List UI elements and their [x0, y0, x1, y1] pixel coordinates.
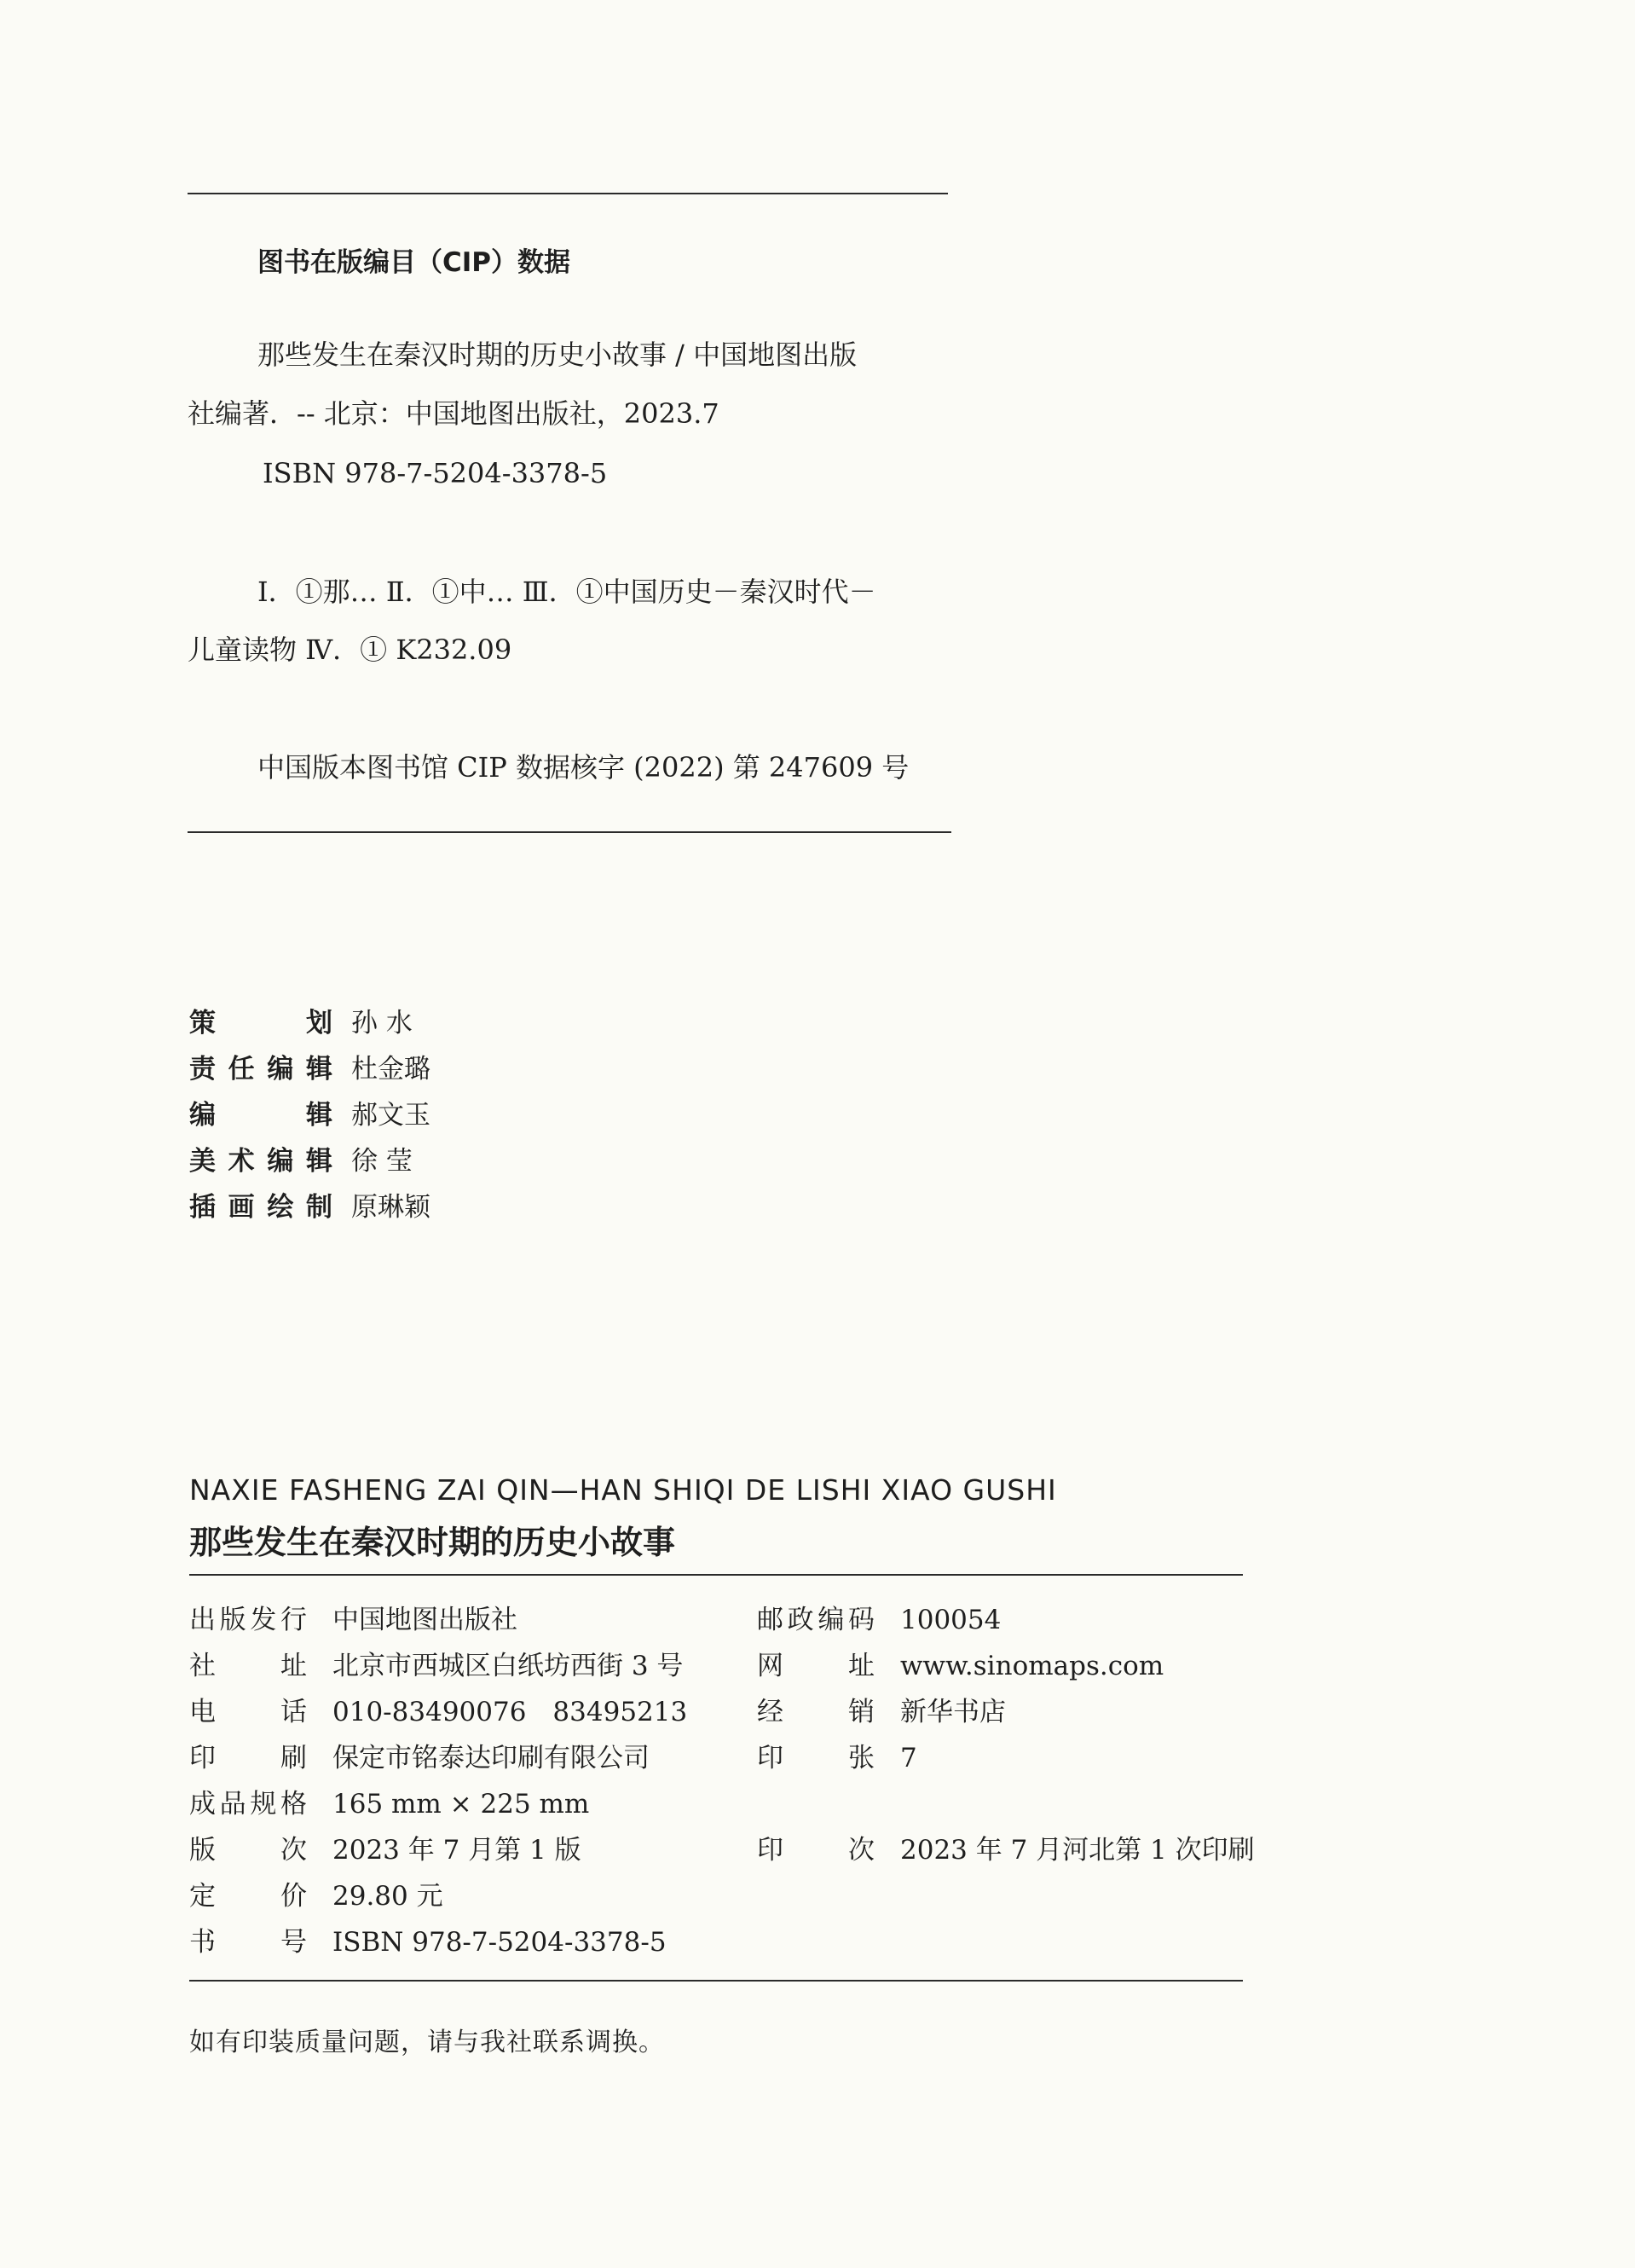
colophon-value: ISBN 978-7-5204-3378-5 — [332, 1927, 667, 1958]
colophon-label: 电话 — [189, 1697, 307, 1727]
colophon-item — [757, 1695, 1006, 1729]
book-pinyin-title: NAXIE FASHENG ZAI QIN—HAN SHIQI DE LISHI XIAO GUSHI — [189, 1473, 1057, 1507]
credit-label: 插画绘制 — [189, 1192, 332, 1223]
colophon-label: 出版发行 — [189, 1605, 307, 1635]
colophon-value: 2023 年 7 月河北第 1 次印刷 — [900, 1835, 1255, 1866]
colophon-item — [189, 1695, 687, 1729]
colophon-item — [189, 1833, 581, 1867]
colophon-item — [757, 1741, 917, 1775]
colophon-item — [757, 1649, 1164, 1683]
colophon-label: 经销 — [757, 1697, 875, 1727]
credit-label: 编辑 — [189, 1100, 332, 1131]
credit-value: 徐 莹 — [351, 1146, 413, 1177]
cip-entry-line2: 社编著．-- 北京：中国地图出版社，2023.7 — [188, 397, 719, 430]
credit-row — [189, 1052, 430, 1086]
cip-top-rule — [188, 193, 948, 194]
cip-class-line1: Ⅰ．①那… Ⅱ．①中… Ⅲ．①中国历史－秦汉时代－ — [257, 576, 876, 608]
colophon-value: 新华书店 — [900, 1697, 1006, 1727]
colophon-label: 成品规格 — [189, 1789, 307, 1820]
colophon-item — [189, 1925, 667, 1959]
colophon-item — [757, 1603, 1001, 1637]
colophon-item — [757, 1833, 1255, 1867]
credit-value: 郝文玉 — [351, 1100, 430, 1131]
colophon-label: 印次 — [757, 1835, 875, 1866]
credit-value: 孙 水 — [351, 1008, 413, 1039]
cip-entry-line1: 那些发生在秦汉时期的历史小故事 / 中国地图出版 — [257, 338, 858, 371]
colophon-label: 社址 — [189, 1651, 307, 1681]
colophon-bottom-rule — [189, 1980, 1243, 1982]
colophon-label: 定价 — [189, 1881, 307, 1912]
credit-label: 策划 — [189, 1008, 332, 1039]
colophon-value: 7 — [900, 1743, 917, 1773]
colophon-item — [189, 1649, 683, 1683]
cip-verify: 中国版本图书馆 CIP 数据核字 (2022) 第 247609 号 — [257, 751, 910, 784]
cip-isbn: ISBN 978-7-5204-3378-5 — [263, 457, 608, 489]
colophon-value: 保定市铭泰达印刷有限公司 — [332, 1743, 650, 1773]
colophon-item — [189, 1879, 443, 1913]
credit-row — [189, 1098, 430, 1132]
credit-row — [189, 1006, 413, 1040]
colophon-value: 165 mm × 225 mm — [332, 1789, 590, 1820]
cip-class-line2: 儿童读物 Ⅳ．① K232.09 — [188, 634, 512, 666]
colophon-value: 29.80 元 — [332, 1881, 443, 1912]
colophon-value: 2023 年 7 月第 1 版 — [332, 1835, 581, 1866]
colophon-value: 中国地图出版社 — [332, 1605, 517, 1635]
credit-label: 责任编辑 — [189, 1054, 332, 1085]
colophon-item — [189, 1741, 650, 1775]
colophon-top-rule — [189, 1574, 1243, 1576]
colophon-value: www.sinomaps.com — [900, 1651, 1164, 1681]
credit-value: 原琳颖 — [351, 1192, 430, 1223]
cip-heading: 图书在版编目（CIP）数据 — [257, 247, 571, 278]
credit-row — [189, 1190, 430, 1224]
colophon-value: 010-83490076 83495213 — [332, 1697, 688, 1727]
credit-value: 杜金璐 — [351, 1054, 430, 1085]
credit-row — [189, 1144, 413, 1178]
colophon-value: 100054 — [900, 1605, 1002, 1635]
credit-label: 美术编辑 — [189, 1146, 332, 1177]
cip-bottom-rule — [188, 831, 951, 833]
colophon-label: 邮政编码 — [757, 1605, 875, 1635]
colophon-label: 网址 — [757, 1651, 875, 1681]
colophon-label: 印张 — [757, 1743, 875, 1773]
colophon-value: 北京市西城区白纸坊西街 3 号 — [332, 1651, 684, 1681]
book-title: 那些发生在秦汉时期的历史小故事 — [189, 1524, 676, 1561]
colophon-item — [189, 1787, 589, 1821]
colophon-label: 版次 — [189, 1835, 307, 1866]
colophon-label: 印刷 — [189, 1743, 307, 1773]
colophon-item — [189, 1603, 517, 1637]
colophon-label: 书号 — [189, 1927, 307, 1958]
quality-notice: 如有印装质量问题，请与我社联系调换。 — [189, 2028, 665, 2057]
